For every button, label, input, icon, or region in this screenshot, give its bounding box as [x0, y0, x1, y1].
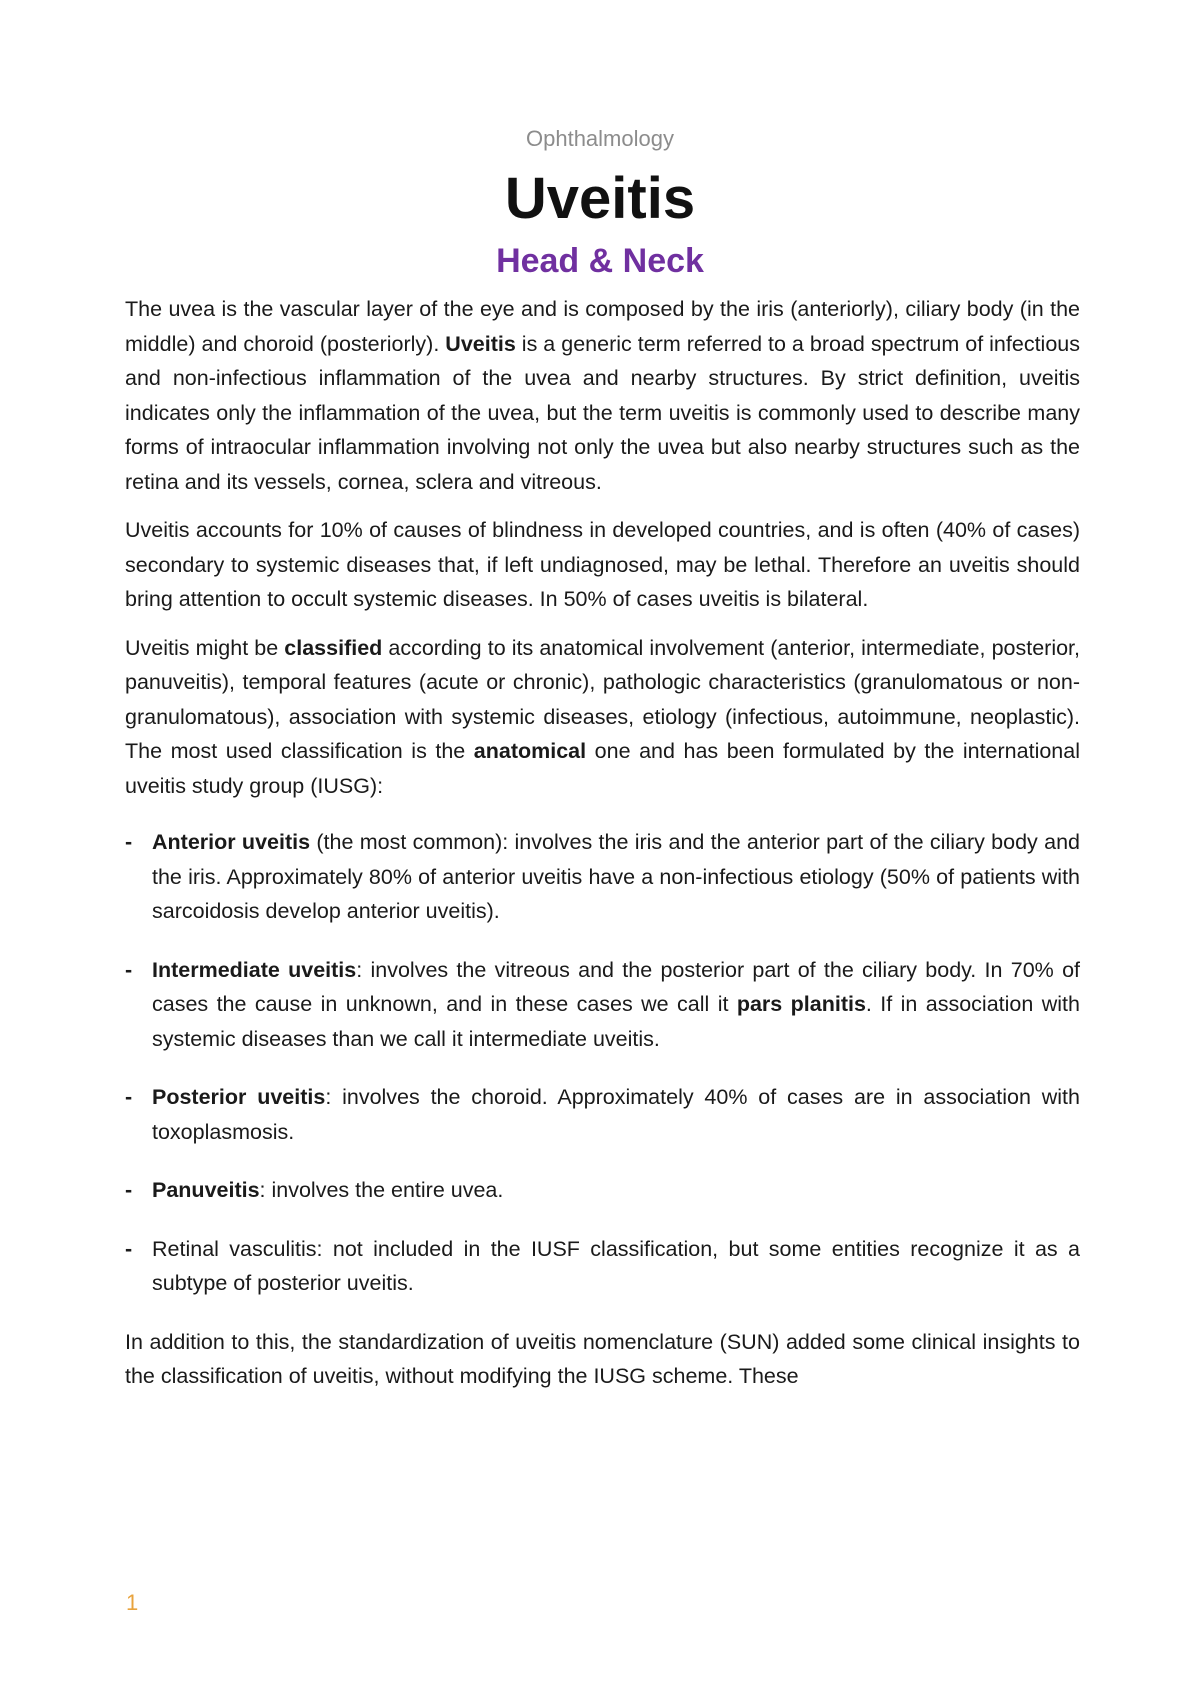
list-bullet-dash: -: [125, 957, 133, 982]
classification-list: [125, 825, 1080, 1301]
bold-term-classified: classified: [284, 635, 383, 660]
bold-term-intermediate-uveitis: Intermediate uveitis: [152, 957, 357, 982]
bold-term-panuveitis: Panuveitis: [152, 1178, 260, 1202]
list-item-posterior-uveitis: [125, 1080, 1080, 1149]
page-subtitle: Head & Neck: [496, 242, 704, 280]
bold-term-pars-planitis: pars planitis: [736, 992, 866, 1016]
list-item-panuveitis: [125, 1173, 1080, 1208]
page-title: Uveitis: [504, 166, 696, 231]
text-run: The uvea is the vascular layer of the eye and is composed by the iris (anteriorly), ciliary body (in the middle) and choroid (posteriorly).: [125, 297, 1080, 356]
list-item-anterior-uveitis: [125, 825, 1080, 929]
list-item-intermediate-uveitis: [125, 953, 1080, 1057]
text-run: : involves the vitreous and the posterior part of the ciliary body. In 70% of cases the cause in unknown, and in these cases we call it: [152, 957, 1080, 1016]
document-body: [125, 292, 1080, 1408]
paragraph-uvea-definition: [125, 292, 1080, 499]
paragraph-sun-classification: In addition to this, the standardization of uveitis nomenclature (SUN) added some clinical insights to the classification of uveitis, without modifying the IUSG scheme. These: [125, 1329, 1080, 1388]
list-bullet-dash: -: [125, 1236, 133, 1261]
bold-term-uveitis: Uveitis: [445, 331, 516, 356]
list-bullet-dash: -: [125, 830, 133, 854]
bold-term-anatomical: anatomical: [473, 739, 587, 763]
list-bullet-dash: -: [125, 1178, 133, 1202]
list-item-retinal-vasculitis: [125, 1232, 1080, 1301]
page-number: 1: [126, 1590, 139, 1615]
bold-term-anterior-uveitis: Anterior uveitis: [152, 830, 311, 854]
text-run: according to its anatomical involvement (anterior, intermediate, posterior, panuveitis), temporal features (acute or chronic), pathologic characteristics (granulomatous or non-granulomatous), association with systemic diseases, etiology (infectious, autoimmune, neoplastic). The most used classification is the: [125, 635, 1080, 763]
paragraph-classification: [125, 631, 1080, 804]
paragraph-epidemiology: Uveitis accounts for 10% of causes of blindness in developed countries, and is often (40% of cases) secondary to systemic diseases that, if left undiagnosed, may be lethal. Therefore an uveitis should bring attention to occult systemic diseases. In 50% of cases uveitis is bilateral.: [125, 518, 1080, 611]
text-run: Uveitis might be: [125, 635, 285, 660]
text-run: (the most common): involves the iris and the anterior part of the ciliary body and the iris. Approximately 80% of anterior uveitis have a non-infectious etiology (50% of patients with sarcoidosis develop anterior uveitis).: [152, 830, 1080, 923]
subject-header: Ophthalmology: [526, 126, 674, 151]
list-bullet-dash: -: [125, 1085, 133, 1109]
text-run: . If in association with systemic diseases than we call it intermediate uveitis.: [152, 992, 1080, 1051]
text-run: one and has been formulated by the international uveitis study group (IUSG):: [125, 739, 1080, 798]
bold-term-posterior-uveitis: Posterior uveitis: [152, 1085, 326, 1109]
text-run: Retinal vasculitis: not included in the IUSF classification, but some entities recognize it as a subtype of posterior uveitis.: [152, 1236, 1080, 1295]
text-run: is a generic term referred to a broad spectrum of infectious and non-infectious inflammation of the uvea and nearby structures. By strict definition, uveitis indicates only the inflammation of the uvea, but the term uveitis is commonly used to describe many forms of intraocular inflammation involving not only the uvea but also nearby structures such as the retina and its vessels, cornea, sclera and vitreous.: [125, 331, 1080, 494]
text-run: : involves the choroid. Approximately 40% of cases are in association with toxoplasmosis.: [152, 1085, 1080, 1144]
text-run: : involves the entire uvea.: [259, 1178, 504, 1202]
